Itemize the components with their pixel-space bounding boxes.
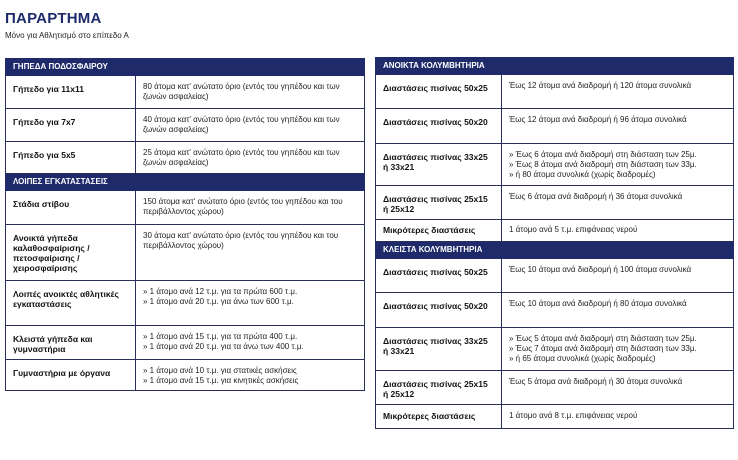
table-row [6, 326, 365, 360]
table-row [6, 191, 365, 225]
table-row [376, 75, 734, 109]
table-row [6, 142, 365, 174]
row-label: Λοιπές ανοικτές αθλητικές εγκαταστάσεις [6, 281, 136, 326]
row-value-line: 25 άτομα κατ' ανώτατο όριο (εντός του γηπέδου και των ζωνών ασφαλείας) [143, 148, 340, 167]
row-value [502, 371, 734, 405]
row-value-line: » Έως 5 άτομα ανά διαδρομή στη διάσταση των 25μ. [509, 334, 697, 343]
row-label: Γήπεδο για 7x7 [6, 109, 136, 142]
row-value [502, 405, 734, 429]
row-label: Στάδια στίβου [6, 191, 136, 225]
row-label: Κλειστά γήπεδα και γυμναστήρια [6, 326, 136, 360]
row-value-line: » Έως 6 άτομα ανά διαδρομή στη διάσταση των 25μ. [509, 150, 697, 159]
row-value-line: Έως 5 άτομα ανά διαδρομή ή 30 άτομα συνολικά [509, 377, 683, 386]
row-value [502, 220, 734, 242]
row-value-line: Έως 10 άτομα ανά διαδρομή ή 80 άτομα συνολικά [509, 299, 687, 308]
row-label: Διαστάσεις πισίνας 50x20 [376, 293, 502, 328]
row-label: Διαστάσεις πισίνας 33x25 ή 33x21 [376, 144, 502, 186]
table-row [6, 225, 365, 281]
page-title: ΠΑΡΑΡΤΗΜΑ [5, 10, 102, 27]
right-capacity-table [375, 57, 734, 429]
section-header-label: ΓΗΠΕΔΑ ΠΟΔΟΣΦΑΙΡΟΥ [6, 59, 365, 76]
row-value [136, 109, 365, 142]
row-value [136, 281, 365, 326]
row-value-line: » 1 άτομο ανά 20 τ.μ. για τα άνω των 400 τ.μ. [143, 342, 304, 351]
row-value-line: » 1 άτομο ανά 12 τ.μ. για τα πρώτα 600 τ.μ. [143, 287, 298, 296]
row-label: Μικρότερες διαστάσεις [376, 405, 502, 429]
table-row [376, 259, 734, 293]
row-value-line: 1 άτομο ανά 5 τ.μ. επιφάνειας νερού [509, 225, 638, 234]
row-value-line: » 1 άτομο ανά 15 τ.μ. για κινητικές ασκήσεις [143, 376, 299, 385]
row-value [502, 293, 734, 328]
row-value [502, 259, 734, 293]
table-row [376, 328, 734, 371]
row-value [136, 76, 365, 109]
table-row [376, 405, 734, 429]
row-value-line: 30 άτομα κατ' ανώτατο όριο (εντός του γηπέδου και του περιβάλλοντος χώρου) [143, 231, 339, 250]
row-label: Διαστάσεις πισίνας 50x20 [376, 109, 502, 144]
row-value-line: » Έως 8 άτομα ανά διαδρομή στη διάσταση των 33μ. [509, 160, 697, 169]
row-value [502, 186, 734, 220]
row-value [136, 360, 365, 391]
row-value [136, 191, 365, 225]
row-label: Διαστάσεις πισίνας 25x15 ή 25x12 [376, 371, 502, 405]
row-value [502, 75, 734, 109]
row-value-line: 80 άτομα κατ' ανώτατο όριο (εντός του γηπέδου και των ζωνών ασφαλείας) [143, 82, 340, 101]
row-value-line: » ή 80 άτομα συνολικά (χωρίς διαδρομές) [509, 170, 656, 179]
row-value [136, 225, 365, 281]
table-row [376, 186, 734, 220]
row-label: Διαστάσεις πισίνας 33x25 ή 33x21 [376, 328, 502, 371]
row-value-line: » 1 άτομο ανά 10 τ.μ. για στατικές ασκήσεις [143, 366, 297, 375]
row-value-line: Έως 6 άτομα ανά διαδρομή ή 36 άτομα συνολικά [509, 192, 683, 201]
table-row [376, 144, 734, 186]
row-value [502, 328, 734, 371]
row-value-line: Έως 12 άτομα ανά διαδρομή ή 120 άτομα συνολικά [509, 81, 692, 90]
row-value-line: Έως 10 άτομα ανά διαδρομή ή 100 άτομα συνολικά [509, 265, 692, 274]
section-header-outdoor-pools [376, 58, 734, 75]
section-header-football [6, 59, 365, 76]
row-value-line: 150 άτομα κατ' ανώτατο όριο (εντός του γηπέδου και του περιβάλλοντος χώρου) [143, 197, 343, 216]
row-value-line: » 1 άτομο ανά 15 τ.μ. για τα πρώτα 400 τ.μ. [143, 332, 298, 341]
table-row [376, 109, 734, 144]
table-row [376, 293, 734, 328]
table-row [376, 371, 734, 405]
row-value-line: 40 άτομα κατ' ανώτατο όριο (εντός του γηπέδου και των ζωνών ασφαλείας) [143, 115, 340, 134]
row-label: Διαστάσεις πισίνας 50x25 [376, 259, 502, 293]
row-value-line: » 1 άτομο ανά 20 τ.μ. για άνω των 600 τ.μ. [143, 297, 294, 306]
row-label: Γυμναστήρια με όργανα [6, 360, 136, 391]
page-subtitle: Μόνο για Αθλητισμό στο επίπεδο Α [5, 31, 129, 40]
section-header-other-facilities [6, 174, 365, 191]
section-header-label: ΛΟΙΠΕΣ ΕΓΚΑΤΑΣΤΑΣΕΙΣ [6, 174, 365, 191]
row-label: Διαστάσεις πισίνας 50x25 [376, 75, 502, 109]
table-row [6, 360, 365, 391]
section-header-indoor-pools [376, 242, 734, 259]
row-value [502, 109, 734, 144]
row-label: Διαστάσεις πισίνας 25x15 ή 25x12 [376, 186, 502, 220]
table-row [6, 109, 365, 142]
table-row [6, 76, 365, 109]
row-value-line: » ή 65 άτομα συνολικά (χωρίς διαδρομές) [509, 354, 656, 363]
row-value [136, 326, 365, 360]
row-value-line: 1 άτομο ανά 8 τ.μ. επιφάνειας νερού [509, 411, 638, 420]
row-label: Γήπεδο για 11x11 [6, 76, 136, 109]
table-row [376, 220, 734, 242]
row-value-line: » Έως 7 άτομα ανά διαδρομή στη διάσταση των 33μ. [509, 344, 697, 353]
row-label: Μικρότερες διαστάσεις [376, 220, 502, 242]
row-label: Ανοικτά γήπεδα καλαθοσφαίρισης / πετοσφαίρισης / χειροσφαίρισης [6, 225, 136, 281]
row-label: Γήπεδο για 5x5 [6, 142, 136, 174]
table-row [6, 281, 365, 326]
row-value [136, 142, 365, 174]
row-value-line: Έως 12 άτομα ανά διαδρομή ή 96 άτομα συνολικά [509, 115, 687, 124]
left-capacity-table [5, 58, 365, 391]
section-header-label: ΚΛΕΙΣΤΑ ΚΟΛΥΜΒΗΤΗΡΙΑ [376, 242, 734, 259]
section-header-label: ΑΝΟΙΚΤΑ ΚΟΛΥΜΒΗΤΗΡΙΑ [376, 58, 734, 75]
row-value [502, 144, 734, 186]
